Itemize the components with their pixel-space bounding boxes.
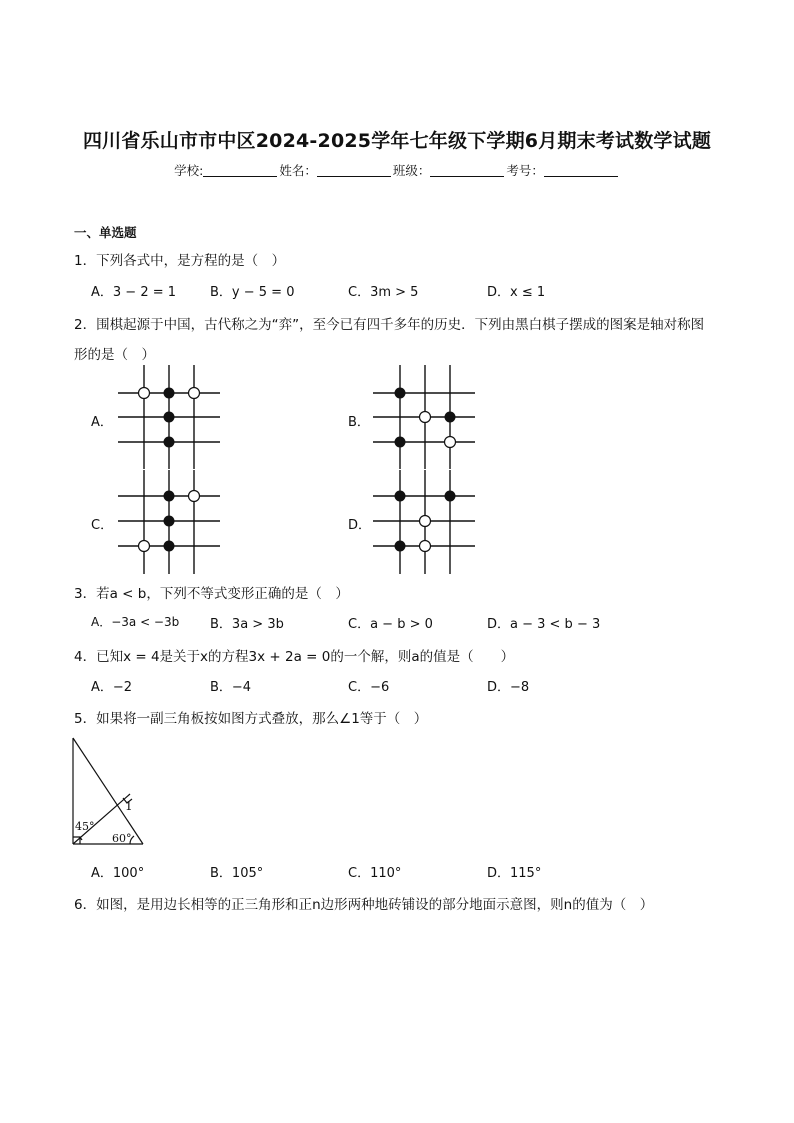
page-title: 四川省乐山市市中区2024-2025学年七年级下学期6月期末考试数学试题: [82, 130, 712, 152]
q4-option-b: B．−4: [210, 680, 252, 695]
black-stone: [164, 516, 175, 527]
q2-option-a: A．: [91, 415, 113, 430]
number-blank[interactable]: [544, 164, 618, 177]
q4-stem: 4．已知x = 4是关于x的方程3x + 2a = 0的一个解，则a的值是（ ）: [74, 649, 515, 665]
angle-60-label: 60°: [112, 832, 132, 845]
q3-option-b: B．3a > 3b: [210, 617, 284, 632]
white-stone: [189, 388, 200, 399]
section-heading: 一、单选题: [74, 225, 137, 240]
q3-option-d: D．a − 3 < b − 3: [487, 617, 601, 632]
class-blank[interactable]: [430, 164, 504, 177]
go-pattern-a-figure: [118, 365, 220, 469]
white-stone: [139, 388, 150, 399]
q3-stem: 3．若a < b，下列不等式变形正确的是（ ）: [74, 586, 349, 602]
white-stone: [445, 437, 456, 448]
black-stone: [164, 412, 175, 423]
q2-option-d: D．: [348, 518, 372, 533]
black-stone: [445, 491, 456, 502]
q2-stem-line2: 形的是（ ）: [74, 347, 155, 363]
q5-option-b: B．105°: [210, 866, 264, 881]
q5-stem: 5．如果将一副三角板按如图方式叠放，那么∠1等于（ ）: [74, 711, 428, 727]
q6-stem: 6．如图，是用边长相等的正三角形和正n边形两种地砖铺设的部分地面示意图，则n的值为（ ）: [74, 897, 654, 913]
school-blank[interactable]: [203, 164, 277, 177]
student-info-line: [0, 161, 794, 179]
white-stone: [189, 491, 200, 502]
q3-option-a: A．−3a < −3b: [91, 615, 180, 629]
black-stone: [395, 541, 406, 552]
q1-stem: 1．下列各式中，是方程的是（ ）: [74, 253, 286, 269]
black-stone: [395, 437, 406, 448]
q4-option-d: D．−8: [487, 680, 530, 695]
go-pattern-c-figure: [118, 470, 220, 574]
black-stone: [164, 491, 175, 502]
q1-option-d: D．x ≤ 1: [487, 285, 546, 300]
black-stone: [395, 491, 406, 502]
black-stone: [445, 412, 456, 423]
name-blank[interactable]: [317, 164, 391, 177]
q2-option-c: C．: [91, 518, 114, 533]
go-pattern-b-figure: [373, 365, 475, 469]
triangle-rulers-figure: [68, 736, 148, 848]
name-label: 姓名：: [279, 163, 317, 178]
q4-option-a: A．−2: [91, 680, 133, 695]
q2-stem-line1: 2．围棋起源于中国，古代称之为“弈”，至今已有四千多年的历史．下列由黑白棋子摆成的图案是轴对称图: [74, 317, 705, 333]
black-stone: [164, 437, 175, 448]
go-pattern-d-figure: [373, 470, 475, 574]
q1-option-c: C．3m > 5: [348, 285, 419, 300]
number-label: 考号：: [506, 163, 544, 178]
black-stone: [164, 541, 175, 552]
white-stone: [139, 541, 150, 552]
white-stone: [420, 541, 431, 552]
white-stone: [420, 516, 431, 527]
q1-option-a: A．3 − 2 = 1: [91, 285, 177, 300]
q3-option-c: C．a − b > 0: [348, 617, 433, 632]
q5-option-c: C．110°: [348, 866, 402, 881]
q1-option-b: B．y − 5 = 0: [210, 285, 295, 300]
q2-option-b: B．: [348, 415, 370, 430]
q5-option-d: D．115°: [487, 866, 542, 881]
white-stone: [420, 412, 431, 423]
q4-option-c: C．−6: [348, 680, 390, 695]
angle-45-label: 45°: [75, 820, 95, 833]
class-label: 班级：: [392, 163, 431, 178]
q5-option-a: A．100°: [91, 866, 145, 881]
school-label: 学校:: [174, 163, 204, 178]
black-stone: [395, 388, 406, 399]
black-stone: [164, 388, 175, 399]
angle-1-label: 1: [125, 799, 133, 813]
